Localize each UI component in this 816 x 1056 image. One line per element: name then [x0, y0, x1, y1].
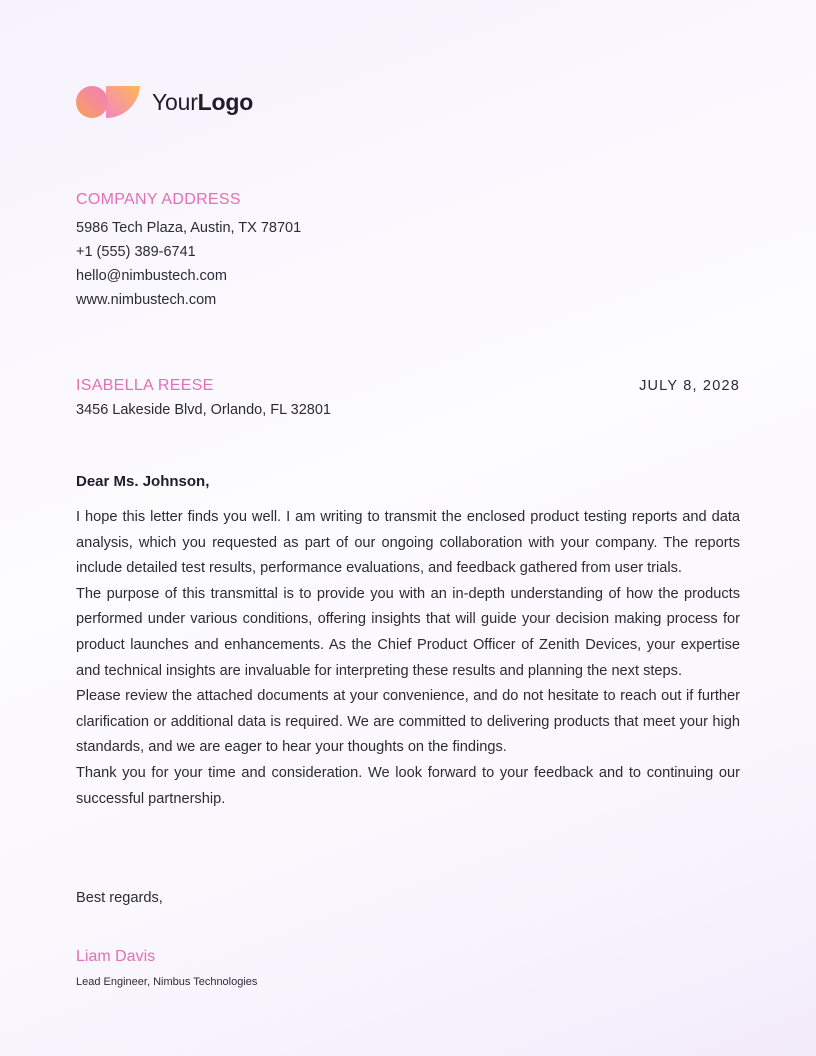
- company-email: hello@nimbustech.com: [76, 268, 227, 284]
- letter-body: [76, 505, 740, 812]
- recipient-address: 3456 Lakeside Blvd, Orlando, FL 32801: [76, 402, 331, 418]
- signature-name: Liam Davis: [76, 948, 156, 965]
- recipient-name: ISABELLA REESE: [76, 377, 214, 394]
- letter-date: JULY 8, 2028: [639, 378, 740, 394]
- recipient-block: [76, 377, 740, 418]
- logo-text-bold: Logo: [197, 88, 254, 115]
- body-paragraph: Please review the attached documents at your convenience, and do not hesitate to reach out if further clarification or additional data is required. We are committed to delivering products that meet your high standards, and we are eager to hear your thoughts on the findings.: [76, 688, 740, 756]
- body-paragraph: Thank you for your time and consideration. We look forward to your feedback and to continuing our successful partnership.: [76, 764, 740, 807]
- company-address-heading: COMPANY ADDRESS: [76, 191, 241, 208]
- letter-page: [76, 0, 740, 1056]
- body-paragraph: The purpose of this transmittal is to provide you with an in-depth understanding of how the products performed under various conditions, offering insights that will guide your decision making process for product launches and enhancements. As the Chief Product Officer of Zenith Devices, your expertise and technical insights are invaluable for interpreting these results and planning the next steps.: [76, 585, 740, 679]
- company-address-block: [76, 190, 301, 312]
- body-paragraph: I hope this letter finds you well. I am writing to transmit the enclosed product testing reports and data analysis, which you requested as part of our ongoing collaboration with your company. The reports include detailed test results, performance evaluations, and feedback gathered from user trials.: [76, 509, 740, 577]
- salutation: Dear Ms. Johnson,: [76, 473, 210, 490]
- two-shape-gradient-logo-icon: [76, 84, 142, 120]
- company-logo: [76, 84, 253, 120]
- closing: Best regards,: [76, 890, 163, 906]
- company-street-address: 5986 Tech Plaza, Austin, TX 78701: [76, 220, 302, 236]
- company-phone: +1 (555) 389-6741: [76, 244, 196, 260]
- logo-text-light: Your: [152, 88, 198, 115]
- logo-wordmark: [152, 89, 253, 116]
- company-website: www.nimbustech.com: [76, 292, 217, 308]
- signature-title: Lead Engineer, Nimbus Technologies: [76, 976, 258, 988]
